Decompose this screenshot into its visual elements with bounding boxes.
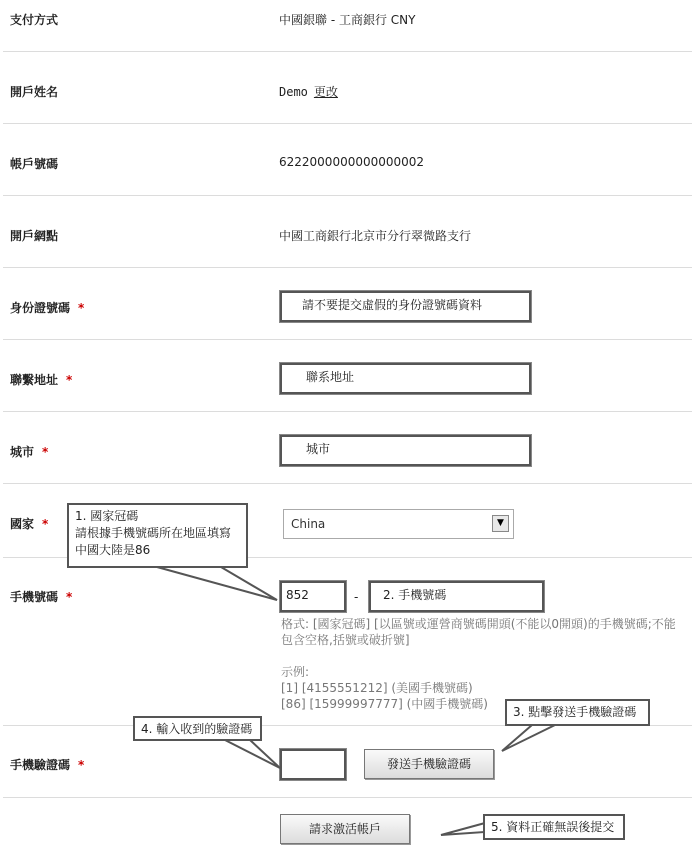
required-marker: *	[42, 517, 49, 531]
account-name-value: Demo	[279, 85, 308, 99]
city-input[interactable]: 城市	[279, 434, 532, 467]
callout-3-pointer	[502, 725, 555, 751]
city-label-text: 城市	[10, 445, 35, 459]
id-number-label-text: 身份證號碼	[10, 301, 71, 315]
address-label-text: 聯繫地址	[10, 373, 59, 387]
dropdown-arrow-icon[interactable]: ▼	[492, 515, 509, 532]
callout-5-pointer	[441, 823, 485, 835]
country-selected-value: China	[291, 517, 326, 531]
verify-code-label-text: 手機驗證碼	[10, 758, 71, 772]
branch-value: 中國工商銀行北京市分行翠微路支行	[279, 229, 472, 243]
example-1: [1] [4155551212] (美國手機號碼)	[281, 681, 473, 695]
address-input[interactable]: 聯系地址	[279, 362, 532, 395]
payment-method-value: 中國銀聯 - 工商銀行 CNY	[279, 13, 416, 27]
format-line-2: 包含空格,括號或破折號]	[281, 633, 410, 647]
account-number-label: 帳戶號碼	[10, 157, 59, 171]
callout-4-pointer	[225, 740, 280, 768]
edit-account-name-link[interactable]: 更改	[313, 85, 338, 99]
payment-method-label: 支付方式	[10, 13, 59, 27]
callout-submit: 5. 資料正確無誤後提交	[483, 814, 625, 840]
account-number-value: 6222000000000000002	[279, 155, 425, 169]
format-line-1: 格式: [國家冠碼] [以區號或運營商號碼開頭(不能以0開頭)的手機號碼;不能	[281, 617, 676, 631]
example-2: [86] [15999997777] (中國手機號碼)	[281, 697, 488, 711]
required-marker: *	[78, 301, 85, 315]
callout-send-code: 3. 點擊發送手機驗證碼	[505, 699, 650, 726]
callout-1-line-3: 中國大陸是86	[75, 543, 151, 557]
example-title: 示例:	[281, 665, 310, 679]
id-number-input[interactable]: 請不要提交虛假的身份證號碼資料	[279, 290, 532, 323]
branch-label: 開戶網點	[10, 229, 59, 243]
request-activation-button[interactable]: 請求激活帳戶	[280, 814, 410, 844]
callout-1-line-1: 1. 國家冠碼	[75, 509, 139, 523]
send-verify-code-button[interactable]: 發送手機驗證碼	[364, 749, 494, 779]
required-marker: *	[66, 373, 73, 387]
callout-country-code	[67, 503, 248, 568]
callout-enter-code: 4. 輸入收到的驗證碼	[133, 716, 262, 741]
callout-1-line-2: 請根據手機號碼所在地區填寫	[75, 526, 232, 540]
country-code-input[interactable]: 852	[279, 580, 347, 613]
required-marker: *	[66, 590, 73, 604]
phone-separator: -	[354, 590, 359, 604]
callout-1-pointer	[157, 567, 277, 600]
country-label-text: 國家	[10, 517, 35, 531]
required-marker: *	[78, 758, 85, 772]
account-name-label: 開戶姓名	[10, 85, 59, 99]
mobile-label-text: 手機號碼	[10, 590, 59, 604]
required-marker: *	[42, 445, 49, 459]
mobile-number-input[interactable]: 2. 手機號碼	[368, 580, 545, 613]
